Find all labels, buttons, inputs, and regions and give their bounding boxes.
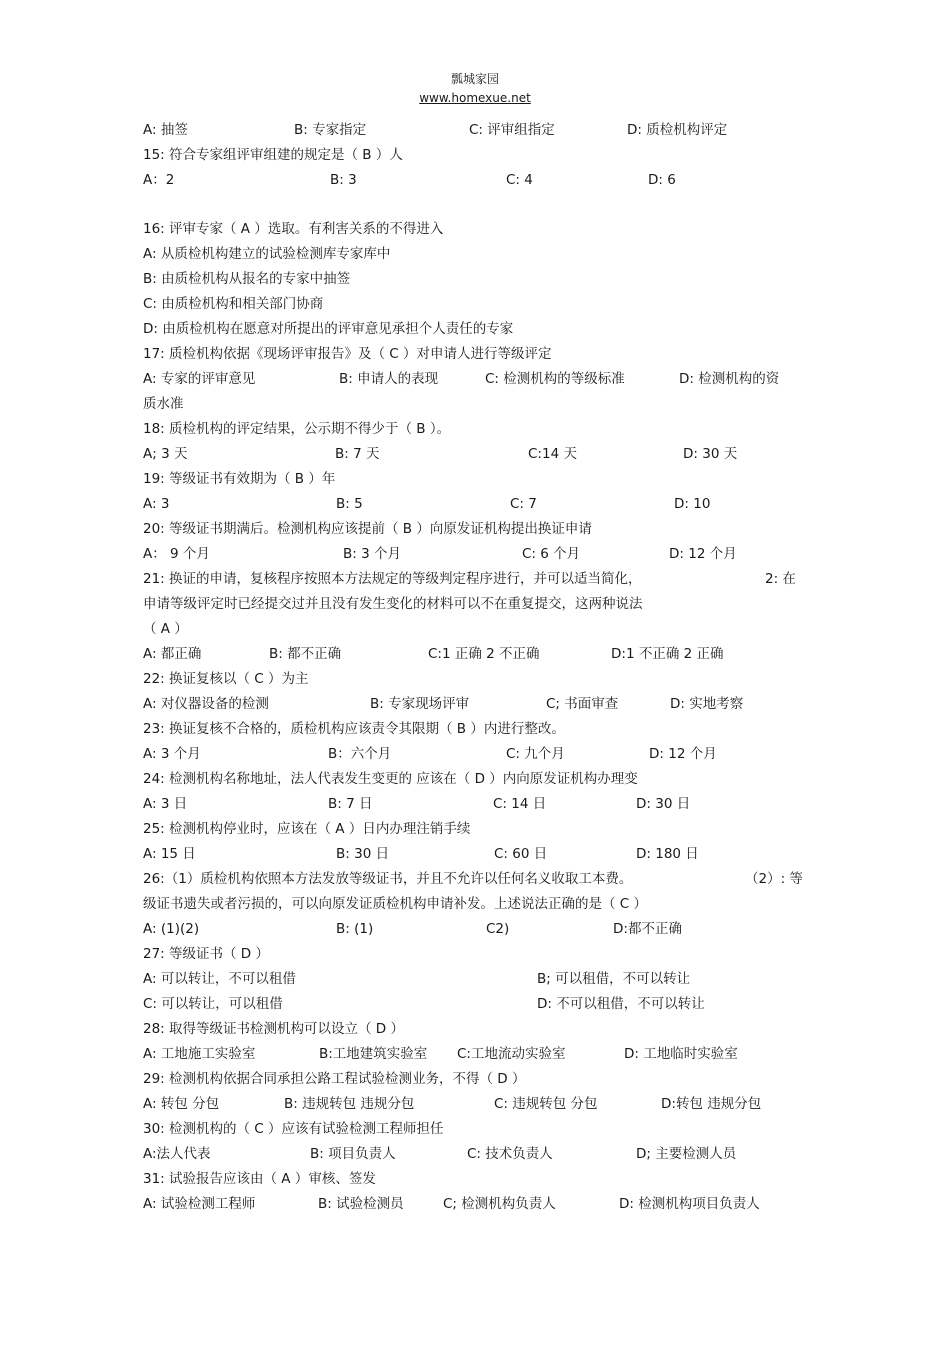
option-text: D: 30 天 [683, 446, 738, 462]
option-text: C:工地流动实验室 [457, 1046, 566, 1062]
option-text: C:1 正确 2 不正确 [428, 646, 540, 662]
option-text: D: 不可以租借，不可以转让 [537, 996, 705, 1012]
question-line [143, 1067, 813, 1092]
option-text: D: 实地考察 [670, 696, 744, 712]
option-text: C; 书面审查 [546, 696, 619, 712]
answer-line [143, 792, 813, 817]
answer-line [143, 992, 813, 1017]
option-text: A: 15 日 [143, 846, 196, 862]
option-text: A: 3 [143, 496, 170, 512]
line-text: 25: 检测机构停业时，应该在（ A ）日内办理注销手续 [143, 821, 471, 837]
line-text: 20: 等级证书期满后。检测机构应该提前（ B ）向原发证机构提出换证申请 [143, 521, 592, 537]
option-text: C: 评审组指定 [469, 122, 555, 138]
line-text: 18: 质检机构的评定结果，公示期不得少于（ B ）。 [143, 421, 451, 437]
option-text: 21: 换证的申请，复核程序按照本方法规定的等级判定程序进行，并可以适当简化， [143, 571, 642, 587]
answer-line [143, 642, 813, 667]
answer-line [143, 967, 813, 992]
answer-line [143, 292, 813, 317]
option-text: D:转包 违规分包 [661, 1096, 762, 1112]
line-text: 申请等级评定时已经提交过并且没有发生变化的材料可以不在重复提交，这两种说法 [143, 596, 643, 612]
line-text: D: 由质检机构在愿意对所提出的评审意见承担个人责任的专家 [143, 321, 514, 337]
option-text: B: 7 天 [335, 446, 380, 462]
question-line [143, 1167, 813, 1192]
option-text: C: 可以转让，可以租借 [143, 996, 283, 1012]
option-text: D: 质检机构评定 [627, 122, 728, 138]
blank-line [143, 193, 813, 217]
answer-line [143, 542, 813, 567]
option-text: D: 10 [674, 496, 711, 512]
answer-line [143, 892, 813, 917]
question-line [143, 867, 813, 892]
option-text: B: 5 [336, 496, 363, 512]
option-text: D:1 不正确 2 正确 [611, 646, 724, 662]
option-text: B: 3 [330, 172, 357, 188]
option-text: B：六个月 [328, 746, 392, 762]
option-text: A: 3 个月 [143, 746, 201, 762]
answer-line [143, 492, 813, 517]
option-text: A: 可以转让，不可以租借 [143, 971, 296, 987]
option-text: A: 抽签 [143, 122, 188, 138]
question-line [143, 1117, 813, 1142]
answer-line [143, 917, 813, 942]
site-url[interactable]: www.homexue.net [419, 91, 531, 105]
answer-line [143, 317, 813, 342]
question-line [143, 517, 813, 542]
answer-line [143, 1142, 813, 1167]
option-text: D; 主要检测人员 [636, 1146, 737, 1162]
question-line [143, 1017, 813, 1042]
option-text: D: 180 日 [636, 846, 699, 862]
option-text: B:工地建筑实验室 [319, 1046, 428, 1062]
answer-line [143, 1042, 813, 1067]
line-text: B: 由质检机构从报名的专家中抽签 [143, 271, 351, 287]
option-text: B: 专家指定 [294, 122, 367, 138]
line-text: （ A ） [143, 621, 188, 637]
option-text: C: 技术负责人 [467, 1146, 553, 1162]
line-text: 级证书遗失或者污损的，可以向原发证质检机构申请补发。上述说法正确的是（ C ） [143, 896, 648, 912]
option-text: B; 可以租借，不可以转让 [537, 971, 691, 987]
option-text: C:14 天 [528, 446, 577, 462]
option-text: C: 60 日 [494, 846, 548, 862]
option-text: B: 7 日 [328, 796, 373, 812]
option-text: A: 对仪器设备的检测 [143, 696, 269, 712]
site-name: 瓢城家园 [450, 72, 499, 86]
question-line [143, 143, 813, 168]
option-text: 26:（1）质检机构依照本方法发放等级证书，并且不允许以任何名义收取工本费。 [143, 871, 633, 887]
option-text: B: 3 个月 [343, 546, 401, 562]
option-text: A; 3 天 [143, 446, 188, 462]
option-text: A: 都正确 [143, 646, 202, 662]
option-text: A:法人代表 [143, 1146, 211, 1162]
option-text: C; 检测机构负责人 [443, 1196, 556, 1212]
line-text: 27: 等级证书（ D ） [143, 946, 269, 962]
question-line [143, 817, 813, 842]
line-text: A: 从质检机构建立的试验检测库专家库中 [143, 246, 391, 262]
line-text: 24: 检测机构名称地址，法人代表发生变更的 应该在（ D ）内向原发证机构办理变 [143, 771, 638, 787]
answer-line [143, 592, 813, 617]
option-text: A：2 [143, 172, 175, 188]
question-line [143, 417, 813, 442]
line-text: 16: 评审专家（ A ）选取。有利害关系的不得进入 [143, 221, 444, 237]
line-text: 31: 试验报告应该由（ A ）审核、签发 [143, 1171, 376, 1187]
option-text: D: 12 个月 [669, 546, 737, 562]
answer-line [143, 118, 813, 143]
answer-line [143, 442, 813, 467]
answer-line [143, 242, 813, 267]
line-text: 30: 检测机构的（ C ）应该有试验检测工程师担任 [143, 1121, 444, 1137]
line-text: 23: 换证复核不合格的，质检机构应该责令其限期（ B ）内进行整改。 [143, 721, 565, 737]
answer-line [143, 742, 813, 767]
question-line [143, 342, 813, 367]
question-list [143, 118, 813, 1217]
answer-line [143, 392, 813, 417]
option-text: A: 转包 分包 [143, 1096, 220, 1112]
answer-line [143, 1092, 813, 1117]
option-text: A: 3 日 [143, 796, 188, 812]
option-text: A: 工地施工实验室 [143, 1046, 256, 1062]
answer-line [143, 267, 813, 292]
answer-line [143, 617, 813, 642]
question-line [143, 767, 813, 792]
line-text: 15: 符合专家组评审组建的规定是（ B ）人 [143, 147, 403, 163]
option-text: B: 都不正确 [269, 646, 342, 662]
answer-line [143, 842, 813, 867]
answer-line [143, 367, 813, 392]
line-text: 19: 等级证书有效期为（ B ）年 [143, 471, 336, 487]
line-text: C: 由质检机构和相关部门协商 [143, 296, 324, 312]
option-text: C: 6 个月 [522, 546, 581, 562]
option-text: C: 7 [510, 496, 537, 512]
question-line [143, 567, 813, 592]
option-text: C: 4 [506, 172, 533, 188]
option-text: D: 工地临时实验室 [624, 1046, 738, 1062]
option-text: B: 违规转包 违规分包 [284, 1096, 415, 1112]
option-text: C: 违规转包 分包 [494, 1096, 598, 1112]
option-text: B: 30 日 [336, 846, 390, 862]
option-text: D: 检测机构项目负责人 [619, 1196, 760, 1212]
option-text: C: 九个月 [506, 746, 565, 762]
question-line [143, 217, 813, 242]
line-text: 质水准 [143, 396, 184, 412]
option-text: A: 专家的评审意见 [143, 371, 256, 387]
answer-line [143, 1192, 813, 1217]
option-text: D: 30 日 [636, 796, 691, 812]
option-text: C: 检测机构的等级标准 [485, 371, 625, 387]
option-text: B: 申请人的表现 [339, 371, 439, 387]
answer-line [143, 692, 813, 717]
line-text: 22: 换证复核以（ C ）为主 [143, 671, 309, 687]
option-text: （2）: 等 [745, 871, 803, 887]
answer-line [143, 168, 813, 193]
question-line [143, 717, 813, 742]
option-text: D: 6 [648, 172, 676, 188]
option-text: A: 试验检测工程师 [143, 1196, 256, 1212]
line-text: 29: 检测机构依据合同承担公路工程试验检测业务，不得（ D ） [143, 1071, 526, 1087]
option-text: 2: 在 [765, 571, 796, 587]
option-text: B: 项目负责人 [310, 1146, 396, 1162]
option-text: B: 试验检测员 [318, 1196, 404, 1212]
question-line [143, 467, 813, 492]
option-text: D: 12 个月 [649, 746, 717, 762]
question-line [143, 942, 813, 967]
option-text: C2) [486, 921, 510, 937]
option-text: A: (1)(2) [143, 921, 200, 937]
option-text: D: 检测机构的资 [679, 371, 780, 387]
option-text: B: 专家现场评审 [370, 696, 470, 712]
option-text: B: (1) [336, 921, 374, 937]
option-text: C: 14 日 [493, 796, 547, 812]
line-text: 28: 取得等级证书检测机构可以设立（ D ） [143, 1021, 404, 1037]
option-text: D:都不正确 [613, 921, 682, 937]
question-line [143, 667, 813, 692]
option-text: A： 9 个月 [143, 546, 210, 562]
line-text: 17: 质检机构依据《现场评审报告》及（ C ）对申请人进行等级评定 [143, 346, 552, 362]
